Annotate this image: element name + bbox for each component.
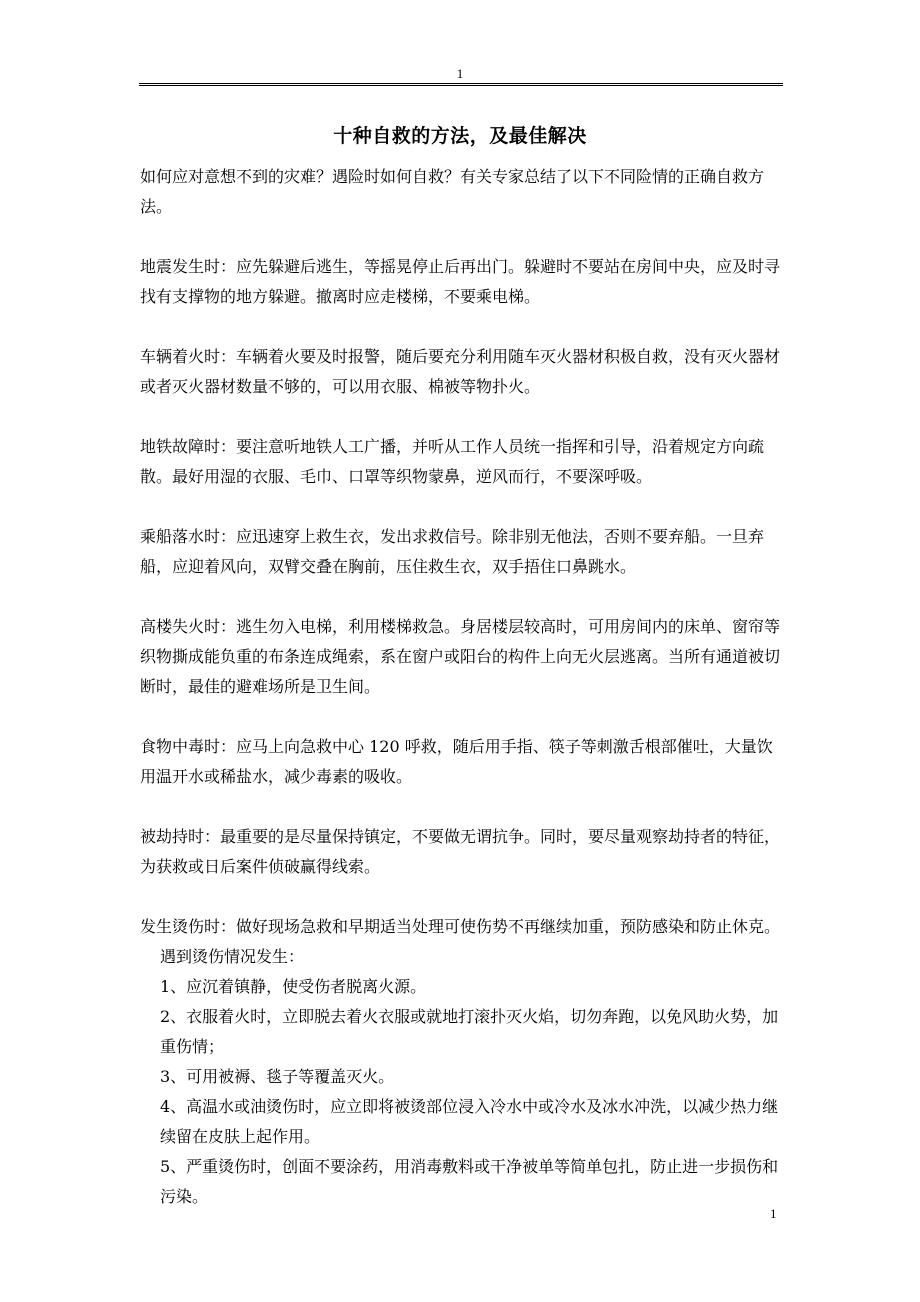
section-earthquake: 地震发生时：应先躲避后逃生，等摇晃停止后再出门。躲避时不要站在房间中央，应及时寻找有支撑物的地方躲避。撤离时应走楼梯，不要乘电梯。: [140, 257, 781, 306]
burn-step: 2、衣服着火时，立即脱去着火衣服或就地打滚扑灭火焰，切勿奔跑，以免风助火势，加重伤情；: [160, 1007, 779, 1056]
section-food-poisoning: 食物中毒时：应马上向急救中心 120 呼救，随后用手指、筷子等刺激舌根部催吐，大量饮用温开水或稀盐水，减少毒素的吸收。: [140, 737, 773, 786]
burn-step: 4、高温水或油烫伤时，应立即将被烫部位浸入冷水中或冷水及冰水冲洗，以减少热力继续留在皮肤上起作用。: [160, 1097, 779, 1146]
burn-step: 1、应沉着镇静，使受伤者脱离火源。: [160, 977, 427, 996]
footer-page-number: 1: [770, 1206, 777, 1221]
section-high-rise-fire: 高楼失火时：逃生勿入电梯，利用楼梯救急。身居楼层较高时，可用房间内的床单、窗帘等织物撕成能负重的布条连成绳索，系在窗户或阳台的构件上向无火层逃离。当所有通道被切断时，最佳的避难场所是卫生间。: [140, 617, 781, 696]
burn-intro: 遇到烫伤情况发生：: [160, 947, 305, 966]
section-vehicle-fire: 车辆着火时：车辆着火要及时报警，随后要充分利用随车灭火器材积极自救，没有灭火器材或者灭火器材数量不够的，可以用衣服、棉被等物扑火。: [140, 347, 781, 396]
section-burns: 发生烫伤时：做好现场急救和早期适当处理可使伤势不再继续加重，预防感染和防止休克。: [140, 917, 781, 936]
burn-step: 3、可用被褥、毯子等覆盖灭火。: [160, 1067, 395, 1086]
section-subway-failure: 地铁故障时：要注意听地铁人工广播，并听从工作人员统一指挥和引导，沿着规定方向疏散。最好用湿的衣服、毛巾、口罩等织物蒙鼻，逆风而行，不要深呼吸。: [140, 437, 765, 486]
intro-paragraph: 如何应对意想不到的灾难？遇险时如何自救？有关专家总结了以下不同险情的正确自救方法。: [140, 167, 765, 216]
header-rule: [139, 83, 783, 84]
burn-step: 5、严重烫伤时，创面不要涂药，用消毒敷料或干净被单等简单包扎，防止进一步损伤和污染。: [160, 1157, 779, 1206]
section-ship-overboard: 乘船落水时：应迅速穿上救生衣，发出求救信号。除非别无他法，否则不要弃船。一旦弃船，应迎着风向，双臂交叠在胸前，压住救生衣，双手捂住口鼻跳水。: [140, 527, 765, 576]
section-hijacked: 被劫持时：最重要的是尽量保持镇定，不要做无谓抗争。同时，要尽量观察劫持者的特征，为获救或日后案件侦破赢得线索。: [140, 827, 781, 876]
document-title: 十种自救的方法，及最佳解决: [333, 125, 587, 147]
header-page-number: 1: [456, 66, 464, 81]
header-rule-secondary: [139, 85, 783, 86]
document-body: [140, 162, 784, 1212]
